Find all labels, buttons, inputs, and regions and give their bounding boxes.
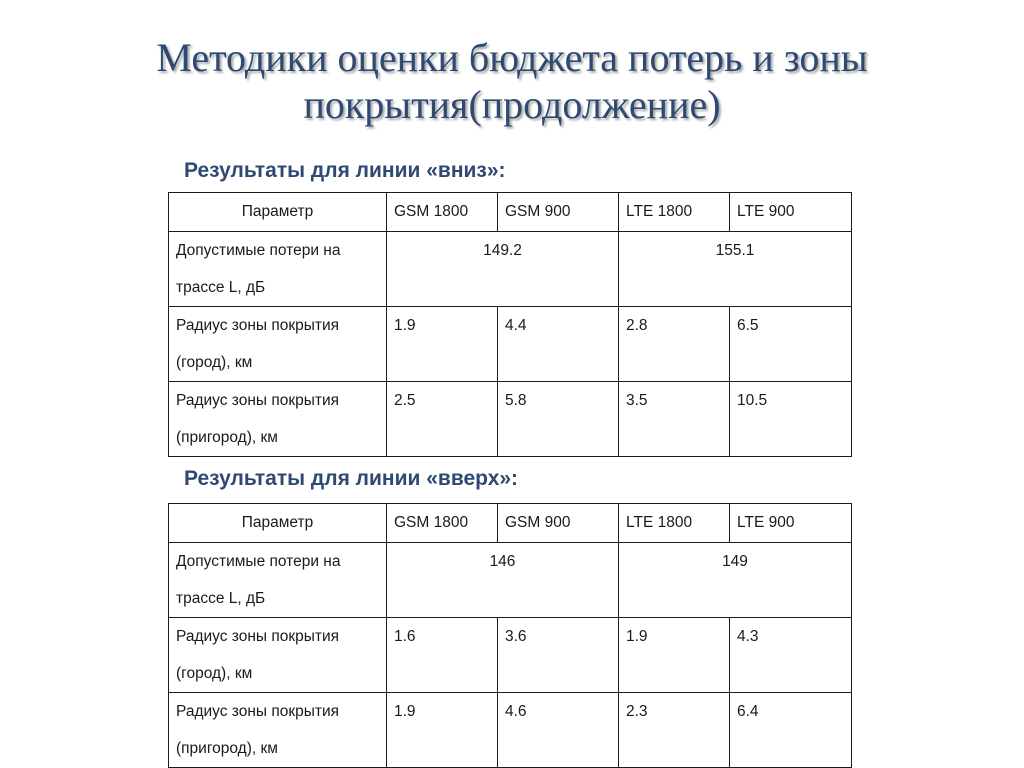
uplink-heading: Результаты для линии «вверх»: — [184, 467, 519, 490]
table-cell: 3.5 — [619, 382, 730, 457]
downlink-heading: Результаты для линии «вниз»: — [184, 159, 506, 182]
row-label: Радиус зоны покрытия (пригород), км — [169, 382, 387, 457]
column-header-parameter: Параметр — [169, 504, 387, 543]
table-cell: 4.6 — [498, 693, 619, 768]
table-cell: 6.4 — [730, 693, 852, 768]
column-header-gsm900: GSM 900 — [498, 504, 619, 543]
slide-title: Методики оценки бюджета потерь и зоны покрытия(продолжение) — [156, 35, 868, 127]
row-label: Допустимые потери на трассе L, дБ — [169, 543, 387, 618]
column-header-gsm900: GSM 900 — [498, 193, 619, 232]
lte-path-loss-value: 149 — [619, 543, 852, 618]
table-cell: 2.5 — [387, 382, 498, 457]
table-cell: 3.6 — [498, 618, 619, 693]
downlink-results-table — [168, 192, 852, 457]
table-cell: 6.5 — [730, 307, 852, 382]
table-row-radius-suburb — [169, 693, 852, 768]
column-header-gsm1800: GSM 1800 — [387, 504, 498, 543]
table-header-row — [169, 193, 852, 232]
table-cell: 1.9 — [387, 693, 498, 768]
table-cell: 2.8 — [619, 307, 730, 382]
table-cell: 4.3 — [730, 618, 852, 693]
table-row-radius-suburb — [169, 382, 852, 457]
table-row-radius-city — [169, 307, 852, 382]
column-header-gsm1800: GSM 1800 — [387, 193, 498, 232]
row-label: Радиус зоны покрытия (город), км — [169, 618, 387, 693]
table-header-row — [169, 504, 852, 543]
gsm-path-loss-value: 149.2 — [387, 232, 619, 307]
table-cell: 1.9 — [387, 307, 498, 382]
table-cell: 2.3 — [619, 693, 730, 768]
row-label: Радиус зоны покрытия (город), км — [169, 307, 387, 382]
lte-path-loss-value: 155.1 — [619, 232, 852, 307]
table-cell: 1.6 — [387, 618, 498, 693]
table-cell: 1.9 — [619, 618, 730, 693]
table-cell: 5.8 — [498, 382, 619, 457]
table-row-radius-city — [169, 618, 852, 693]
column-header-lte1800: LTE 1800 — [619, 504, 730, 543]
uplink-results-table — [168, 503, 852, 768]
column-header-lte900: LTE 900 — [730, 504, 852, 543]
gsm-path-loss-value: 146 — [387, 543, 619, 618]
table-row-path-loss — [169, 543, 852, 618]
table-cell: 10.5 — [730, 382, 852, 457]
column-header-lte900: LTE 900 — [730, 193, 852, 232]
column-header-lte1800: LTE 1800 — [619, 193, 730, 232]
row-label: Допустимые потери на трассе L, дБ — [169, 232, 387, 307]
column-header-parameter: Параметр — [169, 193, 387, 232]
row-label: Радиус зоны покрытия (пригород), км — [169, 693, 387, 768]
table-row-path-loss — [169, 232, 852, 307]
table-cell: 4.4 — [498, 307, 619, 382]
